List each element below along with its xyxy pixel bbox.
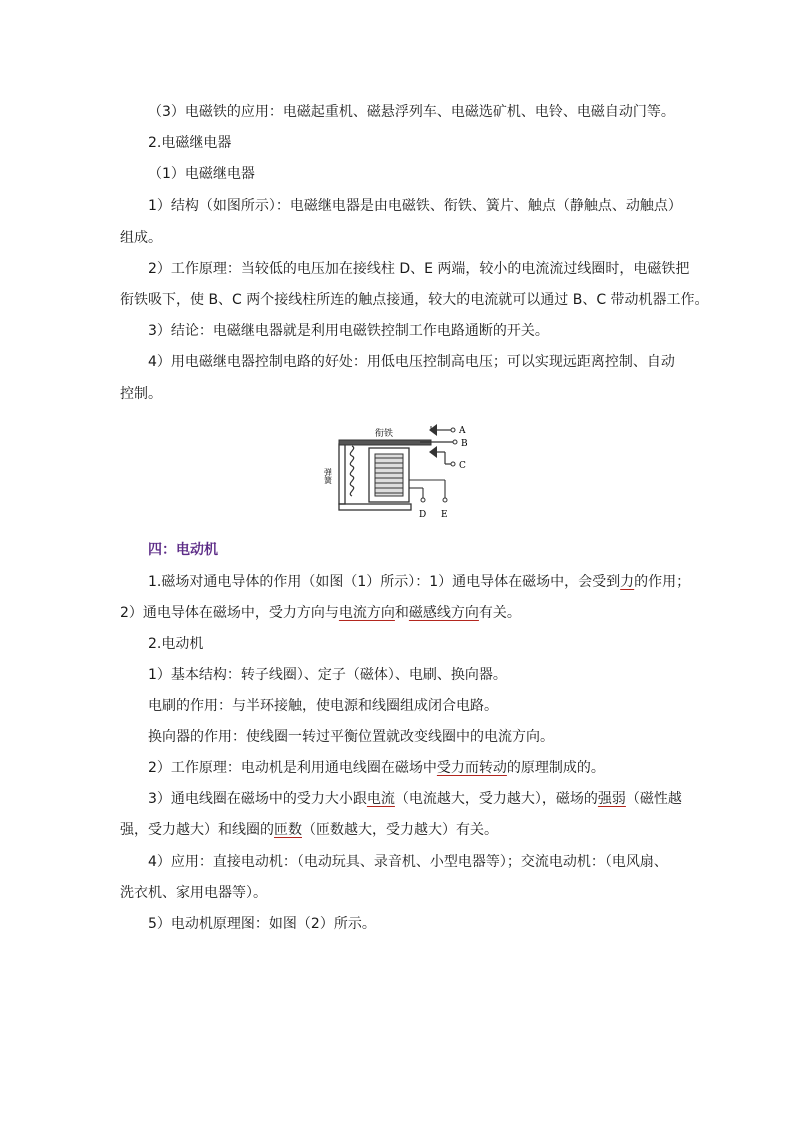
underlined-term: 受力而转动 <box>436 760 507 776</box>
underlined-term: 电流 <box>366 791 395 807</box>
text-run: （磁性越 <box>625 791 682 807</box>
underlined-term: 力 <box>620 574 635 590</box>
paragraph: 控制。 <box>120 386 162 402</box>
text-run: 2）通电导体在磁场中，受力方向与 <box>120 605 339 621</box>
label-b: B <box>461 439 468 449</box>
underlined-term: 匝数 <box>274 822 302 838</box>
text-run: 3）通电线圈在磁场中的受力大小跟 <box>148 791 367 807</box>
text-run: 有关。 <box>478 605 521 621</box>
underlined-term: 磁感线方向 <box>408 605 479 621</box>
label-e: E <box>441 510 448 520</box>
underlined-term: 电流方向 <box>338 605 395 621</box>
text-run: （匝数越大，受力越大）有关。 <box>302 822 498 838</box>
paragraph: 换向器的作用：使线圈一转过平衡位置就改变线圈中的电流方向。 <box>148 729 554 745</box>
subheading: 2.电动机 <box>148 636 204 652</box>
section-heading: 四：电动机 <box>148 542 218 558</box>
text-run: 1.磁场对通电导体的作用（如图（1）所示）：1）通电导体在磁场中，会受到 <box>148 574 621 590</box>
terminal-c <box>451 462 455 466</box>
terminal-d <box>421 498 425 502</box>
terminal-a <box>451 428 455 432</box>
coil-core <box>375 454 403 496</box>
paragraph: 洗衣机、家用电器等）。 <box>120 885 267 901</box>
paragraph: 4）用电磁继电器控制电路的好处：用低电压控制高电压；可以实现远距离控制、自动 <box>148 354 675 370</box>
armature-bar <box>339 440 431 445</box>
text-run: 和 <box>394 605 409 621</box>
underlined-term: 强弱 <box>597 791 626 807</box>
paragraph: 电刷的作用：与半环接触，使电源和线圈组成闭合电路。 <box>148 698 498 714</box>
label-a: A <box>459 426 466 436</box>
contact-lower <box>429 446 437 458</box>
text-run: 2）工作原理：电动机是利用通电线圈在磁场中 <box>148 760 437 776</box>
text-run: 的原理制成的。 <box>506 760 605 776</box>
paragraph: 1）结构（如图所示）：电磁继电器是由电磁铁、衔铁、簧片、触点（静触点、动触点） <box>148 198 682 214</box>
contact-upper <box>429 424 437 436</box>
paragraph <box>148 572 690 592</box>
paragraph <box>120 820 498 840</box>
paragraph: （3）电磁铁的应用：电磁起重机、磁悬浮列车、电磁选矿机、电铃、电磁自动门等。 <box>148 104 675 120</box>
spring <box>350 446 353 496</box>
label-d: D <box>419 510 427 520</box>
base-plate <box>339 504 411 510</box>
paragraph: 衔铁吸下，使 B、C 两个接线柱所连的触点接通，较大的电流就可以通过 B、C 带动机器工作。 <box>120 292 709 308</box>
subheading: （1）电磁继电器 <box>148 166 255 182</box>
paragraph: 3）结论：电磁继电器就是利用电磁铁控制工作电路通断的开关。 <box>148 323 549 339</box>
label-armature: 衔铁 <box>375 429 394 439</box>
terminal-b <box>453 440 457 444</box>
subheading: 2.电磁继电器 <box>148 135 232 151</box>
paragraph <box>148 758 605 778</box>
paragraph: 5）电动机原理图：如图（2）所示。 <box>148 916 376 932</box>
text-run: 的作用； <box>634 574 691 590</box>
text-run: （电流越大，受力越大），磁场的 <box>394 791 598 807</box>
frame-post <box>339 444 345 504</box>
terminal-e <box>443 498 447 502</box>
paragraph: 4）应用：直接电动机：（电动玩具、录音机、小型电器等）；交流电动机：（电风扇、 <box>148 854 668 870</box>
paragraph: 2）工作原理：当较低的电压加在接线柱 D、E 两端，较小的电流流过线圈时，电磁铁把 <box>148 261 690 277</box>
text-run: 强，受力越大）和线圈的 <box>120 822 274 838</box>
paragraph <box>148 789 682 809</box>
paragraph <box>120 603 521 623</box>
label-spring: 弹簧 <box>323 468 333 484</box>
paragraph: 组成。 <box>120 230 162 246</box>
label-c: C <box>459 461 466 471</box>
paragraph: 1）基本结构：转子线圈）、定子（磁体）、电刷、换向器。 <box>148 667 507 683</box>
relay-diagram <box>325 418 475 523</box>
